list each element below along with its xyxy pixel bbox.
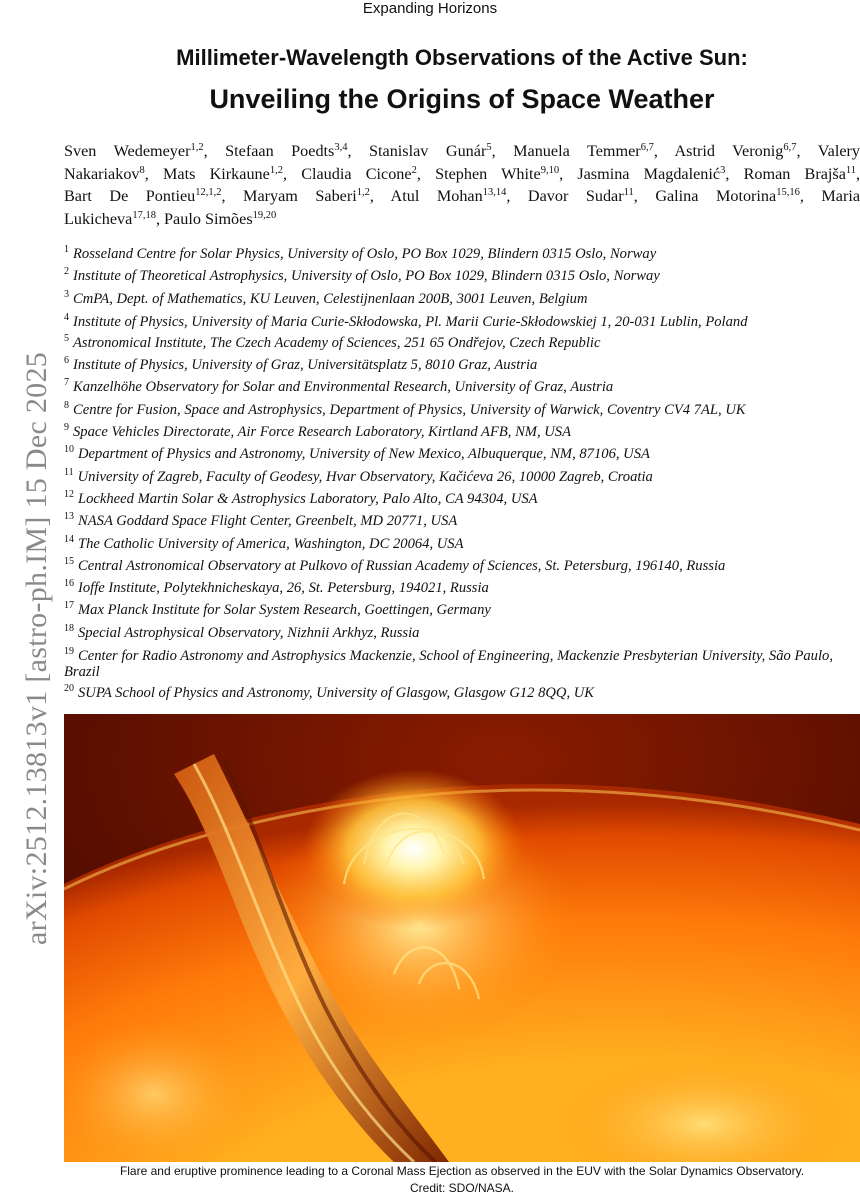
affiliation-number: 12 bbox=[64, 488, 74, 500]
affiliation-number: 4 bbox=[64, 311, 69, 323]
author-name bbox=[64, 210, 160, 228]
author-affiliation-marker: 3,4 bbox=[334, 142, 348, 153]
author-name-text: Galina Motorina bbox=[655, 187, 777, 205]
affiliation-text: Rosseland Centre for Solar Physics, University of Oslo, PO Box 1029, Blindern 0315 Oslo, Norway bbox=[73, 246, 657, 262]
affiliation-number: 20 bbox=[64, 683, 74, 695]
affiliation-text: Department of Physics and Astronomy, University of New Mexico, Albuquerque, NM, 87106, USA bbox=[78, 446, 650, 463]
affiliation-item bbox=[64, 466, 860, 488]
affiliation-item bbox=[64, 599, 860, 621]
author-name bbox=[821, 187, 860, 205]
affiliation-text: Special Astrophysical Observatory, Nizhnii Arkhyz, Russia bbox=[78, 624, 420, 641]
affiliation-item bbox=[64, 310, 860, 332]
affiliation-number: 3 bbox=[64, 288, 69, 300]
author-name bbox=[655, 187, 804, 205]
figure-caption bbox=[64, 1163, 860, 1197]
affiliation-number: 8 bbox=[64, 399, 69, 411]
author-separator: , bbox=[653, 142, 658, 160]
author-name bbox=[64, 142, 208, 160]
author-name-text: Sven Wedemeyer bbox=[64, 142, 191, 160]
author-separator: , bbox=[796, 142, 801, 160]
affiliation-text: Kanzelhöhe Observatory for Solar and Environmental Research, University of Graz, Austria bbox=[73, 379, 614, 396]
author-name bbox=[225, 142, 351, 160]
author-affiliation-marker: 1,2 bbox=[356, 187, 370, 198]
affiliation-text: Centre for Fusion, Space and Astrophysics, Department of Physics, University of Warwick, Coventry CV4 7AL, UK bbox=[73, 401, 746, 418]
author-name-text: Jasmina Magdalenić bbox=[577, 164, 721, 183]
author-affiliation-marker: 6,7 bbox=[783, 142, 797, 153]
affiliation-text: University of Zagreb, Faculty of Geodesy, Hvar Observatory, Kačićeva 26, 10000 Zagreb, Croatia bbox=[77, 468, 653, 485]
author-affiliation-marker: 11 bbox=[623, 187, 634, 198]
affiliation-text: Center for Radio Astronomy and Astrophysics Mackenzie, School of Engineering, Mackenzie Presbyterian University, São Paulo, Brazil bbox=[64, 648, 833, 681]
author-name-text: Mats Kirkaune bbox=[163, 164, 270, 183]
author-name bbox=[818, 142, 860, 160]
solar-flare-picture bbox=[64, 714, 860, 1162]
author-affiliation-marker: 13,14 bbox=[482, 187, 507, 198]
affiliation-item bbox=[64, 443, 860, 465]
affiliation-text: The Catholic University of America, Washington, DC 20064, USA bbox=[78, 535, 464, 552]
affiliation-item bbox=[64, 644, 860, 682]
affiliation-item bbox=[64, 332, 860, 354]
affiliation-number: 17 bbox=[64, 600, 74, 612]
author-name bbox=[674, 142, 800, 160]
affiliation-text: Ioffe Institute, Polytekhnicheskaya, 26, St. Petersburg, 194021, Russia bbox=[78, 580, 489, 597]
affiliation-number: 15 bbox=[64, 555, 74, 567]
author-affiliation-marker: 5 bbox=[486, 142, 492, 153]
author-line bbox=[64, 140, 860, 163]
caption-line-1: Flare and eruptive prominence leading to a Coronal Mass Ejection as observed in the EUV with the Solar Dynamics Observatory. bbox=[119, 1164, 805, 1178]
author-name-text: Nakariakov bbox=[64, 164, 140, 183]
affiliation-text: Institute of Theoretical Astrophysics, University of Oslo, PO Box 1029, Blindern 0315 Oslo, Norway bbox=[73, 268, 660, 285]
author-name bbox=[243, 187, 374, 205]
author-name-text: Lukicheva bbox=[64, 209, 133, 228]
affiliation-number: 9 bbox=[64, 422, 69, 434]
author-separator: , bbox=[369, 187, 374, 205]
author-affiliation-marker: 1,2 bbox=[190, 142, 204, 153]
author-name-text: Atul Mohan bbox=[390, 187, 483, 205]
affiliation-text: CmPA, Dept. of Mathematics, KU Leuven, Celestijnenlaan 200B, 3001 Leuven, Belgium bbox=[73, 290, 588, 307]
author-affiliation-marker: 3 bbox=[720, 164, 726, 176]
author-name-text: Bart De Pontieu bbox=[64, 187, 196, 205]
affiliation-number: 2 bbox=[64, 266, 69, 278]
author-name-text: Stanislav Gunár bbox=[369, 142, 487, 160]
author-affiliation-marker: 6,7 bbox=[640, 142, 654, 153]
author-name bbox=[577, 165, 729, 183]
affiliation-number: 18 bbox=[64, 622, 74, 634]
author-name bbox=[435, 165, 563, 183]
author-separator: , bbox=[633, 187, 638, 205]
affiliation-item bbox=[64, 577, 860, 599]
author-name bbox=[391, 187, 511, 205]
author-name bbox=[528, 187, 638, 205]
affiliation-number: 14 bbox=[64, 533, 74, 545]
author-affiliation-marker: 19,20 bbox=[252, 209, 277, 221]
affiliation-item bbox=[64, 399, 860, 421]
author-name bbox=[64, 187, 226, 205]
affiliation-number: 16 bbox=[64, 578, 74, 590]
affiliation-text: Institute of Physics, University of Graz, Universitätsplatz 5, 8010 Graz, Austria bbox=[73, 357, 538, 374]
author-separator: , bbox=[221, 187, 226, 205]
affiliation-text: SUPA School of Physics and Astronomy, University of Glasgow, Glasgow G12 8QQ, UK bbox=[78, 685, 595, 702]
affiliation-item bbox=[64, 265, 860, 287]
author-separator: , bbox=[347, 142, 352, 160]
author-name bbox=[163, 165, 287, 183]
author-separator: , bbox=[491, 142, 496, 160]
author-line bbox=[64, 163, 860, 186]
affiliation-item bbox=[64, 421, 860, 443]
affiliation-text: Institute of Physics, University of Maria Curie-Skłodowska, Pl. Marii Curie-Skłodowskiej 1, 20-031 Lublin, Poland bbox=[73, 313, 748, 330]
affiliation-item bbox=[64, 510, 860, 532]
author-separator: , bbox=[506, 187, 511, 205]
affiliation-item bbox=[64, 354, 860, 376]
author-line bbox=[64, 185, 860, 208]
title-line-2: Unveiling the Origins of Space Weather bbox=[209, 84, 715, 114]
affiliation-item bbox=[64, 243, 860, 265]
author-affiliation-marker: 8 bbox=[139, 164, 145, 176]
solar-flare-image bbox=[64, 714, 860, 1162]
affiliation-item bbox=[64, 488, 860, 510]
affiliation-number: 13 bbox=[64, 511, 74, 523]
affiliation-number: 6 bbox=[64, 355, 69, 367]
author-list bbox=[64, 140, 860, 230]
caption-line-2: Credit: SDO/NASA. bbox=[409, 1181, 515, 1195]
author-affiliation-marker: 2 bbox=[411, 164, 417, 176]
affiliation-item bbox=[64, 533, 860, 555]
affiliation-number: 1 bbox=[64, 244, 69, 255]
author-name-text: Davor Sudar bbox=[527, 187, 624, 205]
author-separator: , bbox=[725, 164, 730, 183]
affiliation-text: Max Planck Institute for Solar System Research, Goettingen, Germany bbox=[78, 602, 491, 619]
author-name bbox=[744, 165, 860, 183]
affiliation-text: Central Astronomical Observatory at Pulkovo of Russian Academy of Sciences, St. Petersburg, 196140, Russia bbox=[78, 557, 726, 574]
author-affiliation-marker: 9,10 bbox=[540, 164, 560, 176]
author-name bbox=[369, 142, 496, 160]
affiliation-text: Astronomical Institute, The Czech Academy of Sciences, 251 65 Ondřejov, Czech Republic bbox=[73, 334, 601, 351]
author-name-text: Roman Brajša bbox=[743, 164, 846, 183]
author-name bbox=[301, 165, 421, 183]
author-separator: , bbox=[799, 187, 804, 205]
title-line-1: Millimeter-Wavelength Observations of the Active Sun: bbox=[176, 45, 748, 70]
author-separator: , bbox=[559, 164, 564, 183]
affiliation-text: NASA Goddard Space Flight Center, Greenbelt, MD 20771, USA bbox=[78, 513, 458, 530]
author-separator: , bbox=[144, 164, 149, 183]
affiliation-number: 5 bbox=[64, 332, 69, 344]
affiliation-item bbox=[64, 622, 860, 644]
author-name-text: Claudia Cicone bbox=[301, 164, 412, 183]
author-name-text: Stephen White bbox=[435, 164, 541, 183]
affiliation-number: 19 bbox=[64, 646, 74, 658]
author-name bbox=[513, 142, 658, 160]
affiliation-text: Space Vehicles Directorate, Air Force Research Laboratory, Kirtland AFB, NM, USA bbox=[73, 424, 572, 441]
author-separator: , bbox=[416, 164, 421, 183]
affiliation-text: Lockheed Martin Solar & Astrophysics Laboratory, Palo Alto, CA 94304, USA bbox=[78, 490, 538, 507]
author-name-text: Maria bbox=[821, 187, 860, 205]
affiliation-number: 10 bbox=[64, 444, 74, 456]
affiliation-item bbox=[64, 288, 860, 310]
affiliation-number: 11 bbox=[64, 466, 74, 478]
author-affiliation-marker: 12,1,2 bbox=[195, 187, 222, 198]
author-name-text: Paulo Simões bbox=[164, 209, 253, 228]
author-name-text: Valery bbox=[817, 142, 860, 160]
affiliation-number: 7 bbox=[64, 377, 69, 389]
author-name-text: Maryam Saberi bbox=[243, 187, 357, 205]
author-name-text: Astrid Veronig bbox=[674, 142, 784, 160]
author-affiliation-marker: 11 bbox=[845, 164, 857, 176]
author-separator: , bbox=[282, 164, 287, 183]
author-name bbox=[64, 165, 149, 183]
author-affiliation-marker: 1,2 bbox=[269, 164, 283, 176]
author-separator: , bbox=[856, 164, 860, 183]
arxiv-identifier[interactable]: arXiv:2512.13813v1 [astro-ph.IM] 15 Dec 2025 bbox=[20, 351, 53, 945]
running-head: Expanding Horizons bbox=[362, 0, 498, 17]
author-affiliation-marker: 17,18 bbox=[132, 209, 156, 221]
author-line bbox=[64, 208, 860, 231]
author-affiliation-marker: 15,16 bbox=[776, 187, 800, 198]
affiliation-item bbox=[64, 376, 860, 398]
affiliation-list bbox=[64, 243, 860, 704]
author-separator: , bbox=[155, 209, 160, 228]
author-separator: , bbox=[203, 142, 208, 160]
affiliation-item bbox=[64, 682, 860, 704]
author-name bbox=[164, 210, 276, 228]
author-name-text: Stefaan Poedts bbox=[225, 142, 335, 160]
affiliation-item bbox=[64, 555, 860, 577]
author-name-text: Manuela Temmer bbox=[513, 142, 641, 160]
